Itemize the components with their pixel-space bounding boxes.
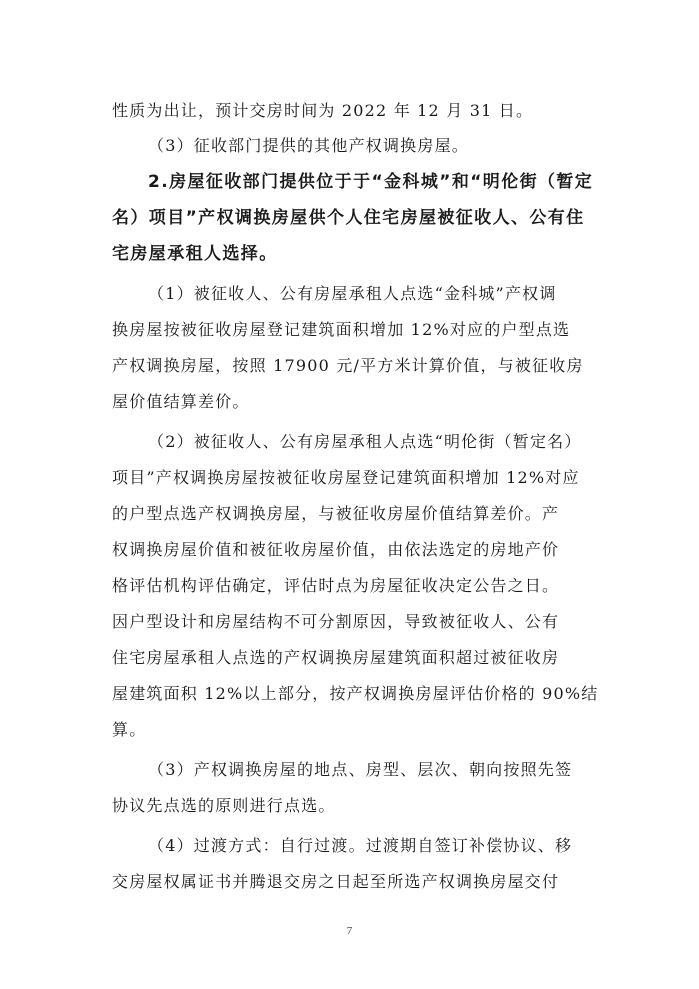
text-line-10: （2）被征收人、公有房屋承租人点选“明伦街（暂定名） (148, 432, 582, 451)
text-line-8: 产权调换房屋，按照 17900 元/平方米计算价值，与被征收房 (112, 356, 584, 375)
text-line-16: 住宅房屋承租人点选的产权调换房屋建筑面积超过被征收房 (112, 648, 560, 667)
text-line-21: （4）过渡方式：自行过渡。过渡期自签订补偿协议、移 (148, 836, 573, 855)
text-line-19: （3）产权调换房屋的地点、房型、层次、朝向按照先签 (148, 760, 573, 779)
text-line-7: 换房屋按被征收房屋登记建筑面积增加 12%对应的户型点选 (112, 320, 571, 339)
section-heading-line-1: 2.房屋征收部门提供位于于“金科城”和“明伦街（暂定 (148, 172, 594, 192)
text-line-15: 因户型设计和房屋结构不可分割原因，导致被征收人、公有 (112, 612, 560, 631)
section-heading-line-2: 名）项目”产权调换房屋供个人住宅房屋被征收人、公有住 (112, 208, 585, 228)
text-line-17: 屋建筑面积 12%以上部分，按产权调换房屋评估价格的 90%结 (112, 684, 599, 703)
text-line-20: 协议先点选的原则进行点选。 (112, 796, 336, 815)
text-line-12: 的户型点选产权调换房屋，与被征收房屋价值结算差价。产 (112, 504, 560, 523)
text-line-6: （1）被征收人、公有房屋承租人点选“金科城”产权调 (148, 284, 557, 303)
text-line-2: （3）征收部门提供的其他产权调换房屋。 (148, 136, 469, 155)
text-line-18: 算。 (112, 720, 147, 739)
section-heading-line-3: 宅房屋承租人选择。 (112, 244, 278, 264)
text-line-22: 交房屋权属证书并腾退交房之日起至所选产权调换房屋交付 (112, 872, 560, 891)
text-line-11: 项目”产权调换房屋按被征收房屋登记建筑面积增加 12%对应 (112, 468, 580, 487)
text-line-14: 格评估机构评估确定，评估时点为房屋征收决定公告之日。 (112, 576, 560, 595)
text-line-9: 屋价值结算差价。 (112, 392, 250, 411)
text-line-13: 权调换房屋价值和被征收房屋价值，由依法选定的房地产价 (112, 540, 560, 559)
page-number: 7 (346, 925, 353, 937)
text-line-1: 性质为出让，预计交房时间为 2022 年 12 月 31 日。 (112, 101, 534, 120)
